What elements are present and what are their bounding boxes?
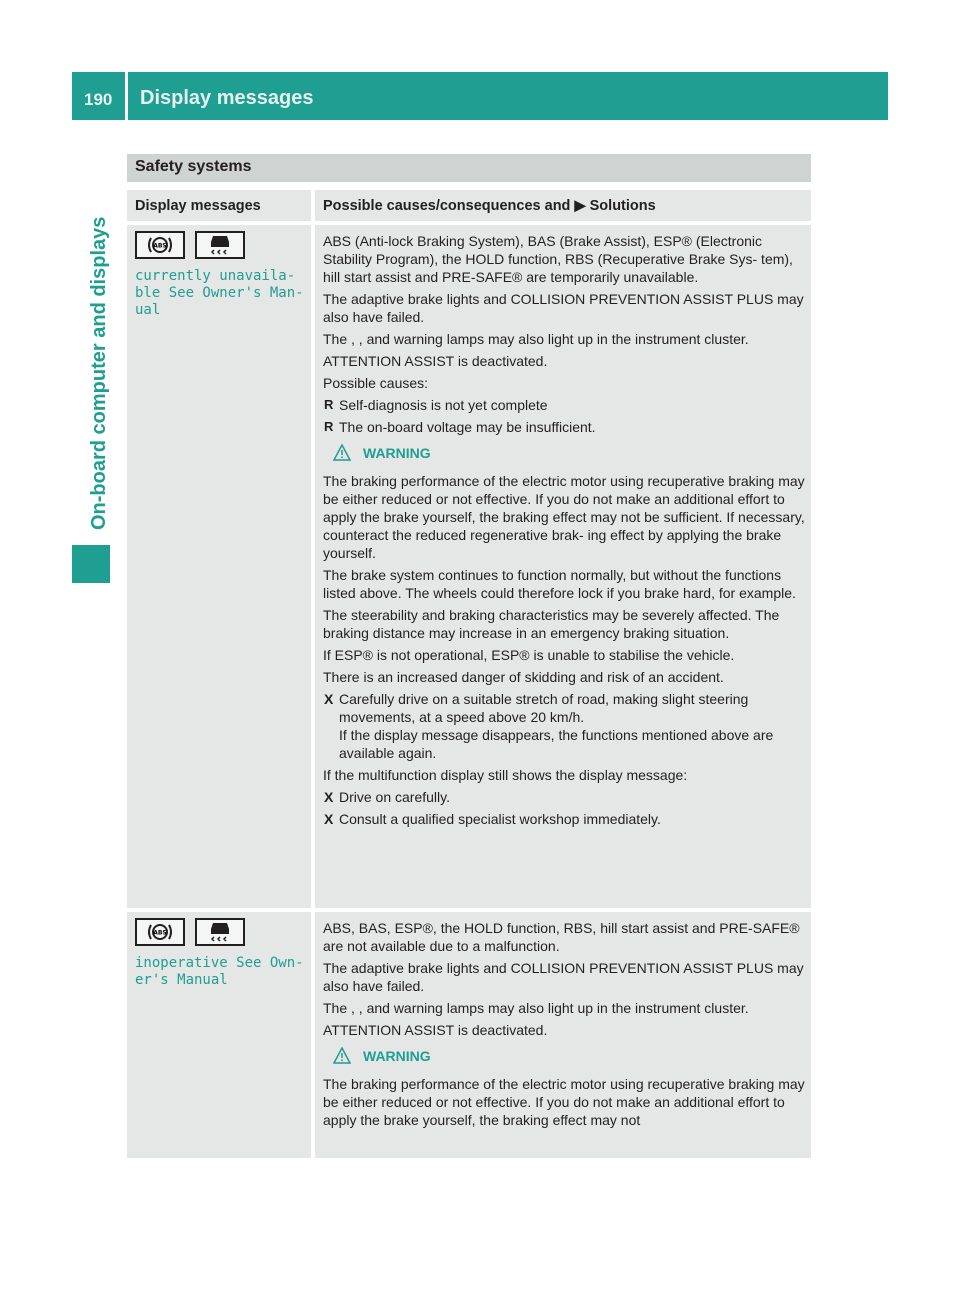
header-separator xyxy=(125,72,128,120)
row1-message-line: ble See Owner's Man‐ xyxy=(135,285,304,301)
row1-warning-text: There is an increased danger of skidding and risk of an accident. xyxy=(323,669,724,685)
row1-paragraph: ABS (Anti-lock Braking System), BAS (Brake Assist), ESP® (Electronic Stability Program), the HOLD function, RBS (Recuperative Brake Sys- tem), hill start assist and PRE-SAFE® are temporarily unavailable. xyxy=(323,233,793,285)
page-number: 190 xyxy=(84,90,113,109)
row1-message-cell xyxy=(127,225,311,908)
warning-triangle-icon xyxy=(333,1047,351,1068)
action-arrow-icon: X xyxy=(324,789,334,805)
row1-bullet: R The on-board voltage may be insufficient. xyxy=(323,418,805,436)
side-chapter-label: On-board computer and displays xyxy=(88,216,110,530)
row2-paragraph: The , , and warning lamps may also light up in the instrument cluster. xyxy=(323,1000,749,1016)
column-header-messages-label: Display messages xyxy=(135,198,261,214)
action-arrow-icon: X xyxy=(324,811,334,827)
action-arrow-icon: X xyxy=(324,691,334,707)
column-header-causes xyxy=(315,190,811,221)
column-header-causes-label xyxy=(323,198,656,214)
solution-arrow-icon: ▶ xyxy=(574,198,586,214)
row1-warning-text: The brake system continues to function normally, but without the functions listed above. The wheels could therefore lock if you brake hard, for example. xyxy=(323,567,796,601)
svg-text:ABS: ABS xyxy=(153,929,167,937)
row2-paragraph: ABS, BAS, ESP®, the HOLD function, RBS, hill start assist and PRE-SAFE® are not available due to a malfunction. xyxy=(323,920,800,954)
row1-action xyxy=(323,810,805,828)
row2-message-line: er's Manual xyxy=(135,972,228,988)
row1-action-text: Carefully drive on a suitable stretch of road, making slight steering movements, at a speed above 20 km/h. xyxy=(339,691,749,725)
row2-paragraph: ATTENTION ASSIST is deactivated. xyxy=(323,1022,548,1038)
row1-warning-text: The braking performance of the electric motor using recuperative braking may be either reduced or not effective. If you do not make an additional effort to apply the brake yourself, the braking effect may not be sufficient. If necessary, counteract the reduced regenerative brak- ing effect by applying the brake yourself. xyxy=(323,473,805,561)
row1-action-note: If the display message disappears, the functions mentioned above are available again. xyxy=(339,727,774,761)
row1-paragraph: If the multifunction display still shows the display message: xyxy=(323,767,688,783)
row1-message-line: currently unavaila‐ xyxy=(135,268,296,284)
row1-action-text: Drive on carefully. xyxy=(339,789,451,805)
row1-warning-text: The steerability and braking characteristics may be severely affected. The braking distance may increase in an emergency braking situation. xyxy=(323,607,780,641)
row1-paragraph: The adaptive brake lights and COLLISION PREVENTION ASSIST PLUS may also have failed. xyxy=(323,291,804,325)
row1-action-text: Consult a qualified specialist workshop immediately. xyxy=(339,811,661,827)
causes-prefix: Possible causes/consequences and xyxy=(323,198,571,214)
side-chapter-marker xyxy=(72,545,110,583)
row2-warning-label: WARNING xyxy=(363,1048,431,1064)
row2-warning-text: The braking performance of the electric motor using recuperative braking may be either reduced or not effective. If you do not make an additional effort to apply the brake yourself, the braking effect may not xyxy=(323,1076,805,1128)
row1-paragraph: Possible causes: xyxy=(323,375,429,391)
row1-message-line: ual xyxy=(135,302,161,318)
row1-paragraph: ATTENTION ASSIST is deactivated. xyxy=(323,353,548,369)
esp-skid-icon xyxy=(195,231,245,259)
esp-skid-icon xyxy=(195,918,245,946)
section-title: Safety systems xyxy=(135,158,252,175)
row1-paragraph: The , , and warning lamps may also light up in the instrument cluster. xyxy=(323,331,749,347)
row1-action xyxy=(323,788,805,806)
row2-warning xyxy=(363,1047,805,1065)
column-header-messages xyxy=(127,190,311,221)
page-title: Display messages xyxy=(140,87,314,109)
row1-warning-text: If ESP® is not operational, ESP® is unable to stabilise the vehicle. xyxy=(323,647,735,663)
row2-paragraph: The adaptive brake lights and COLLISION PREVENTION ASSIST PLUS may also have failed. xyxy=(323,960,804,994)
warning-triangle-icon xyxy=(333,444,351,465)
row2-message-line: inoperative See Own‐ xyxy=(135,955,304,971)
section-header xyxy=(127,154,811,182)
row1-warning xyxy=(363,444,805,462)
row1-causes-cell xyxy=(315,225,811,908)
row2-message-cell xyxy=(127,912,311,1158)
row1-bullet: R Self-diagnosis is not yet complete xyxy=(323,396,805,414)
row2-causes-cell xyxy=(315,912,811,1158)
svg-text:ABS: ABS xyxy=(153,242,167,250)
row1-warning-label: WARNING xyxy=(363,445,431,461)
abs-warning-icon xyxy=(135,918,185,946)
row1-action xyxy=(323,690,805,762)
abs-warning-icon xyxy=(135,231,185,259)
solutions-label: Solutions xyxy=(589,198,656,214)
